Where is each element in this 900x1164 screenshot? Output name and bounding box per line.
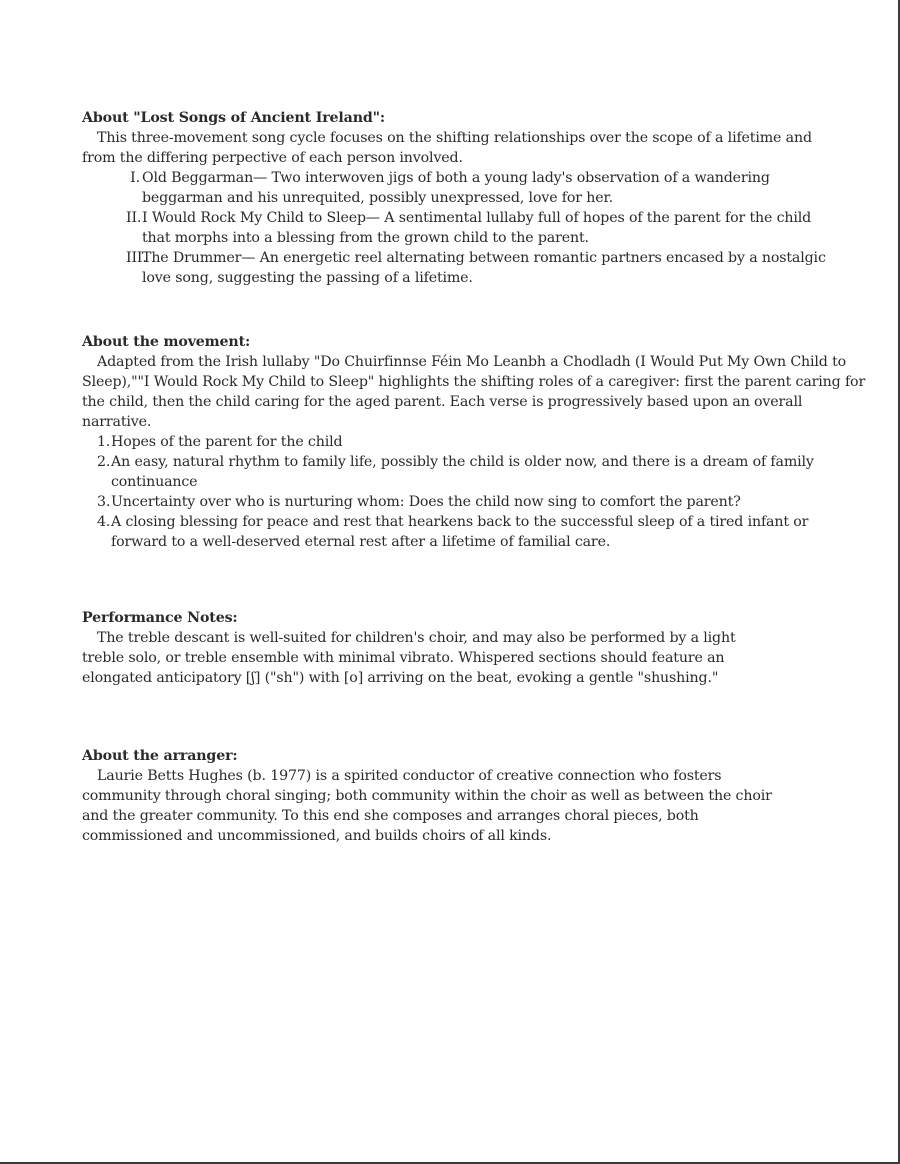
list-item-text: Hopes of the parent for the child bbox=[111, 434, 343, 450]
list-marker: II. bbox=[126, 210, 142, 226]
list-item-text: I Would Rock My Child to Sleep— A sentimental lullaby full of hopes of the parent for the child that morphs into a blessing from the grown child to the parent. bbox=[142, 210, 812, 246]
arranger-section bbox=[82, 746, 872, 846]
movements-list bbox=[82, 168, 872, 288]
list-item bbox=[126, 248, 832, 288]
list-item-text: An easy, natural rhythm to family life, possibly the child is older now, and there is a dream of family continuance bbox=[111, 454, 814, 490]
performance-text: The treble descant is well-suited for children's choir, and may also be performed by a light treble solo, or treble ensemble with minimal vibrato. Whispered sections should feature an elongated anticipatory [ʃ] ("sh") with [o] arriving on the beat, evoking a gentle "shushing." bbox=[82, 630, 736, 686]
list-marker: 1. bbox=[97, 434, 111, 450]
list-marker: 3. bbox=[97, 494, 111, 510]
document-content bbox=[82, 108, 872, 846]
list-item-text: Uncertainty over who is nurturing whom: Does the child now sing to comfort the parent? bbox=[111, 494, 741, 510]
list-item-text: A closing blessing for peace and rest that hearkens back to the successful sleep of a tired infant or forward to a well-deserved eternal rest after a lifetime of familial care. bbox=[111, 514, 809, 550]
movement-intro: Adapted from the Irish lullaby "Do Chuirfinnse Féin Mo Leanbh a Chodladh (I Would Put My Own Child to Sleep),""I Would Rock My Child to Sleep" highlights the shifting roles of a caregiver: first the parent caring for the child, then the child caring for the aged parent. Each verse is progressively based upon an overall narrative. bbox=[82, 354, 866, 430]
list-item bbox=[97, 512, 856, 552]
cycle-intro: This three-movement song cycle focuses on the shifting relationships over the scope of a lifetime and from the differing perpective of each person involved. bbox=[82, 130, 812, 166]
list-item-text: Old Beggarman— Two interwoven jigs of both a young lady's observation of a wandering beggarman and his unrequited, possibly unexpressed, love for her. bbox=[142, 170, 770, 206]
arranger-text: Laurie Betts Hughes (b. 1977) is a spirited conductor of creative connection who fosters community through choral singing; both community within the choir as well as between the choir and the greater community. To this end she composes and arranges choral pieces, both commissioned and uncommissioned, and builds choirs of all kinds. bbox=[82, 768, 772, 844]
list-item bbox=[126, 168, 832, 208]
list-marker: III. bbox=[126, 250, 147, 266]
verses-list bbox=[82, 432, 872, 552]
performance-section bbox=[82, 608, 872, 688]
list-item bbox=[97, 492, 856, 512]
list-item bbox=[126, 208, 832, 248]
list-item bbox=[97, 452, 856, 492]
movement-heading: About the movement: bbox=[82, 334, 251, 350]
performance-heading: Performance Notes: bbox=[82, 610, 238, 626]
list-item-text: The Drummer— An energetic reel alternating between romantic partners encased by a nostalgic love song, suggesting the passing of a lifetime. bbox=[142, 250, 826, 286]
cycle-heading: About "Lost Songs of Ancient Ireland": bbox=[82, 110, 385, 126]
movement-section bbox=[82, 332, 872, 552]
list-marker: 4. bbox=[97, 514, 111, 530]
arranger-heading: About the arranger: bbox=[82, 748, 238, 764]
list-marker: 2. bbox=[97, 454, 111, 470]
cycle-section bbox=[82, 108, 872, 288]
list-item bbox=[97, 432, 856, 452]
list-marker: I. bbox=[130, 170, 140, 186]
